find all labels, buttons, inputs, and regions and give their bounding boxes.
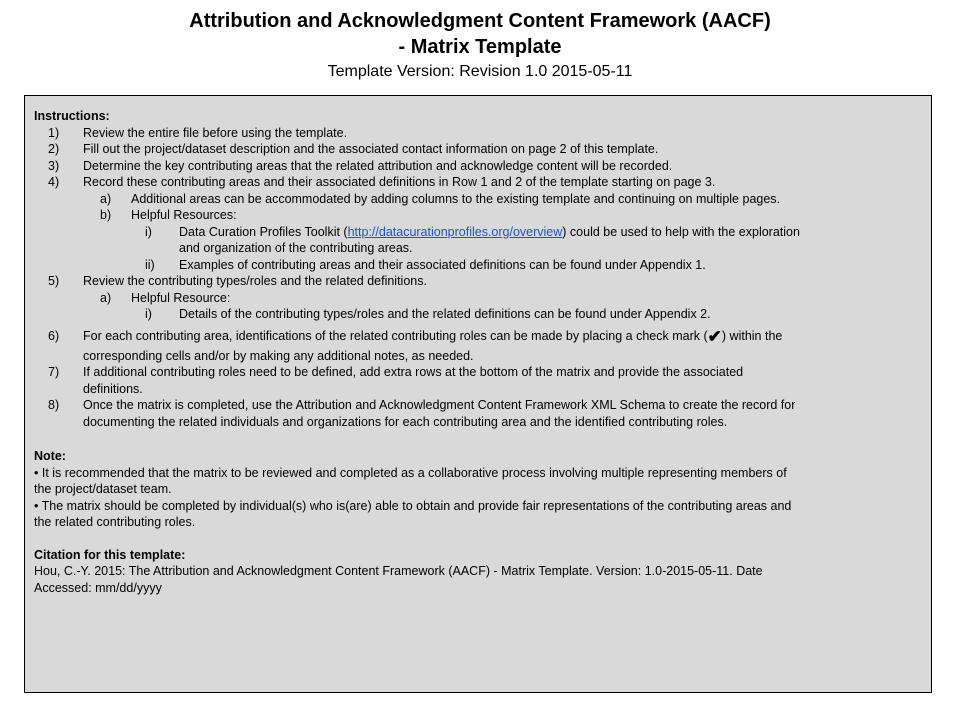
- title-line-1: Attribution and Acknowledgment Content Framework (AACF): [189, 10, 771, 32]
- step-number: 5): [48, 274, 60, 288]
- step-text-continuation: and organization of the contributing areas.: [179, 241, 413, 255]
- step-roman: ii): [145, 257, 155, 272]
- step-text: Helpful Resources:: [131, 208, 237, 222]
- step-number: 8): [48, 398, 60, 412]
- note-text: The matrix should be completed by individual(s) who is(are) able to obtain and provide fair representations of the contributing areas and: [38, 498, 792, 513]
- step-text: Record these contributing areas and their associated definitions in Row 1 and 2 of the template starting on page 3.: [83, 175, 716, 189]
- step-roman: i): [145, 224, 152, 239]
- instruction-4b-ii: [34, 257, 924, 274]
- step-text: Examples of contributing areas and their associated definitions can be found under Appendix 1.: [179, 257, 706, 272]
- step-letter: b): [100, 208, 112, 222]
- step-text: [179, 224, 924, 241]
- instruction-4a: [34, 191, 924, 208]
- instructions-content: [34, 108, 924, 596]
- instruction-4b: [34, 207, 924, 224]
- instruction-8-cont: [34, 414, 924, 431]
- step-text-post: ) within the: [721, 328, 783, 343]
- check-mark-icon: ✔: [707, 326, 722, 346]
- instruction-5: [34, 273, 924, 290]
- instruction-8: [34, 397, 924, 414]
- step-text-post: ) could be used to help with the exploration: [562, 224, 800, 239]
- step-text: Helpful Resource:: [131, 290, 231, 305]
- step-number: 2): [48, 142, 60, 156]
- step-number: 1): [48, 125, 60, 140]
- bullet-icon: •: [34, 465, 39, 480]
- step-letter: a): [100, 290, 112, 305]
- step-text: If additional contributing roles need to be defined, add extra rows at the bottom of the matrix and provide the associated: [83, 365, 744, 379]
- step-text: Once the matrix is completed, use the Attribution and Acknowledgment Content Framework XML Schema to create the record for: [83, 398, 796, 412]
- step-text-pre: Data Curation Profiles Toolkit (: [179, 224, 348, 239]
- instruction-5a-i: [34, 306, 924, 323]
- step-text: Review the entire file before using the template.: [83, 125, 348, 140]
- step-roman: i): [145, 307, 152, 321]
- citation-heading: Citation for this template:: [34, 547, 186, 562]
- data-curation-profiles-link[interactable]: http://datacurationprofiles.org/overview: [347, 224, 563, 239]
- step-number: 4): [48, 175, 60, 189]
- title-line-2: - Matrix Template: [398, 36, 562, 58]
- header: [0, 8, 960, 83]
- step-number: 7): [48, 365, 60, 379]
- instructions-heading: Instructions:: [34, 109, 110, 123]
- instruction-4: [34, 174, 924, 191]
- note-heading: Note:: [34, 449, 66, 463]
- step-text: [83, 325, 924, 348]
- step-number: 6): [48, 328, 60, 343]
- step-letter: a): [100, 191, 112, 206]
- step-text-continuation: documenting the related individuals and organizations for each contributing area and the identified contributing roles.: [83, 414, 728, 429]
- note-text: It is recommended that the matrix to be reviewed and completed as a collaborative process involving multiple representing members of: [38, 465, 787, 480]
- instruction-7: [34, 364, 924, 381]
- step-text-continuation: corresponding cells and/or by making any additional notes, as needed.: [83, 348, 474, 363]
- citation-line-2: Accessed: mm/dd/yyyy: [34, 580, 162, 595]
- step-text-pre: For each contributing area, identifications of the related contributing roles can be made by placing a check mark (: [83, 328, 708, 343]
- step-text-continuation: definitions.: [83, 381, 143, 396]
- step-text: Details of the contributing types/roles and the related definitions can be found under Appendix 2.: [179, 307, 711, 321]
- note-item-2-cont: the related contributing roles.: [34, 515, 196, 529]
- step-text: Determine the key contributing areas that the related attribution and acknowledge content will be recorded.: [83, 158, 673, 173]
- instructions-panel: [24, 95, 932, 693]
- instruction-1: [34, 125, 924, 142]
- template-version: Template Version: Revision 1.0 2015-05-11: [327, 63, 633, 80]
- step-text: Review the contributing types/roles and the related definitions.: [83, 274, 427, 288]
- note-item-1-cont: the project/dataset team.: [34, 482, 172, 496]
- step-text: Fill out the project/dataset description and the associated contact information on page 2 of this template.: [83, 142, 659, 156]
- bullet-icon: •: [34, 498, 39, 513]
- citation-line-1: Hou, C.-Y. 2015: The Attribution and Acknowledgment Content Framework (AACF) - Matrix Template. Version: 1.0-2015-05-11. Date: [34, 564, 763, 578]
- note-item-2: [34, 498, 924, 515]
- note-item-1: [34, 465, 924, 482]
- instruction-6-cont: [34, 348, 924, 365]
- instruction-7-cont: [34, 381, 924, 398]
- instruction-5a: [34, 290, 924, 307]
- instruction-2: [34, 141, 924, 158]
- step-text: Additional areas can be accommodated by adding columns to the existing template and continuing on multiple pages.: [131, 191, 781, 206]
- instruction-6: [34, 323, 924, 348]
- step-number: 3): [48, 158, 60, 173]
- instruction-3: [34, 158, 924, 175]
- instruction-4b-i-cont: [34, 240, 924, 257]
- instruction-4b-i: [34, 224, 924, 241]
